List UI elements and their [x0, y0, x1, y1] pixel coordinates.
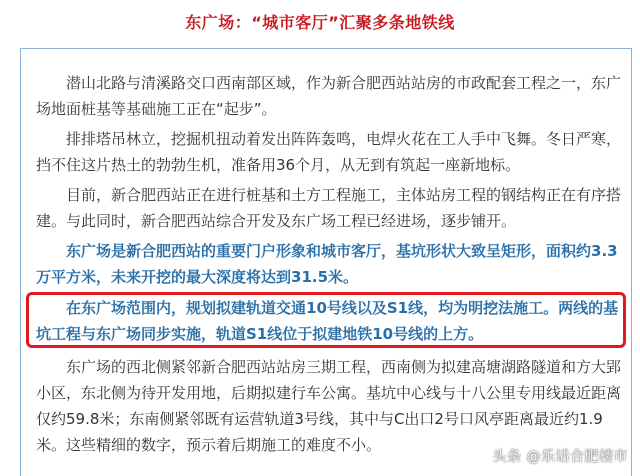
- paragraph-4-highlighted: 东广场是新合肥西站的重要门户形象和城市客厅，基坑形状大致呈矩形，面积约3.3万平方米，未来开挖的最大深度将达到31.5米。: [36, 242, 618, 286]
- paragraph-6: 东广场的西北侧紧邻新合肥西站站房三期工程，西南侧为拟建高塘湖路隧道和方大郢小区，东北侧为待开发用地，后期拟建行车公寓。基坑中心线与十八公里专用线最近距离仅约59.8米；东南侧紧邻既有运营轨道3号线，其中与C出口2号口风亭距离最近约1.9米。这些精细的数字，预示着后期施工的难度不小。: [36, 358, 622, 454]
- paragraph-1: 潜山北路与清溪路交口西南部区域，作为新合肥西站站房的市政配套工程之一，东广场地面桩基等基础施工正在“起步”。: [36, 74, 622, 118]
- paragraph-3: 目前，新合肥西站正在进行桩基和土方工程施工，主体站房工程的钢结构正在有序搭建。与此同时，新合肥西站综合开发及东广场工程已经进场，逐步铺开。: [36, 186, 622, 230]
- paragraph-5-boxed: 在东广场范围内，规划拟建轨道交通10号线以及S1线，均为明挖法施工。两线的基坑工程与东广场同步实施，轨道S1线位于拟建地铁10号线的上方。: [36, 299, 619, 343]
- source-watermark: 头条 @乐话合肥楼市: [492, 449, 628, 465]
- paragraph-2: 排排塔吊林立，挖掘机扭动着发出阵阵轰鸣，电焊火花在工人手中飞舞。冬日严寒，挡不住这片热土的勃勃生机，准备用36个月，从无到有筑起一座新地标。: [36, 130, 622, 174]
- section-title: 东广场：“城市客厅”汇聚多条地铁线: [185, 13, 455, 32]
